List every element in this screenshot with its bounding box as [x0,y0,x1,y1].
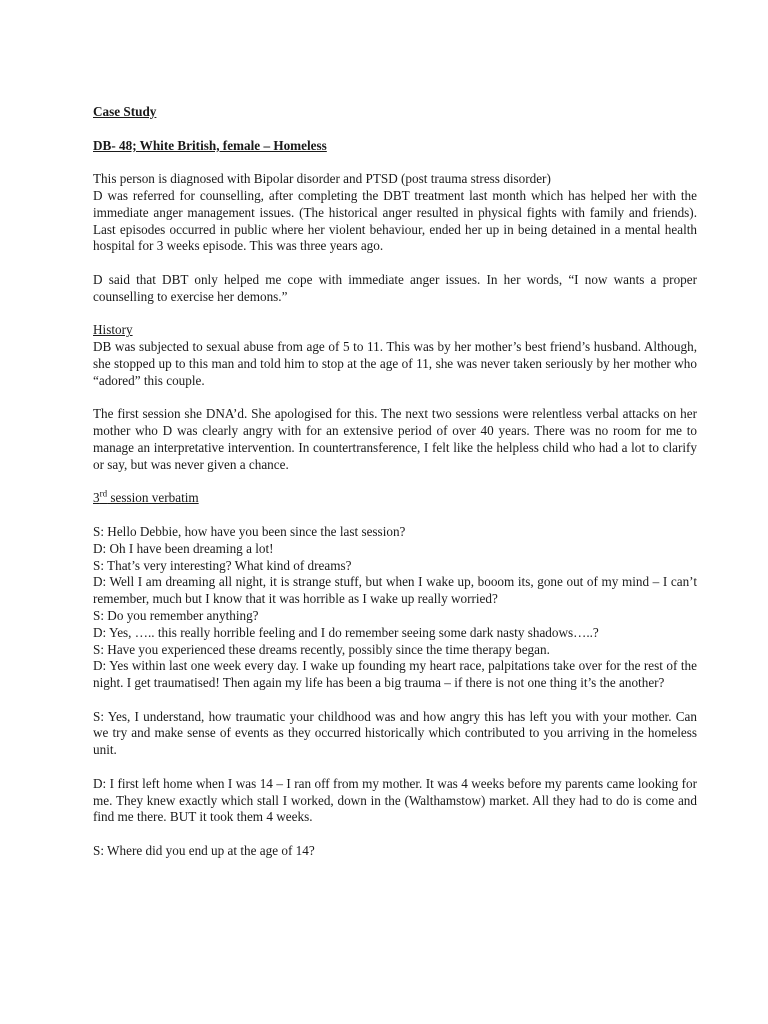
verbatim-heading [93,490,697,507]
spacer [93,255,697,272]
spacer [93,306,697,323]
spacer [93,692,697,709]
referral-paragraph: D was referred for counselling, after completing the DBT treatment last month which has helped her with the immediate anger management issues. (The historical anger resulted in physical fights with family and friends). Last episodes occurred in public where her violent behaviour, ended her up in being detained in a mental health hospital for 3 weeks episode. This was three years ago. [93,187,697,254]
spacer [93,154,697,171]
diagnosis-line: This person is diagnosed with Bipolar disorder and PTSD (post trauma stress disorder) [93,171,551,187]
subject-line: DB- 48; White British, female – Homeless [93,137,327,153]
spacer [93,390,697,407]
dialogue-line: D: Oh I have been dreaming a lot! [93,540,274,556]
dialogue-line: S: Have you experienced these dreams recently, possibly since the time therapy began. [93,641,550,657]
dialogue-block [93,524,697,692]
dialogue-line: D: Yes within last one week every day. I wake up founding my heart race, palpitations take over for the rest of the night. I get traumatised! Then again my life has been a big trauma – if there is not one thing it’s the another? [93,658,697,691]
dialogue-line: D: Well I am dreaming all night, it is strange stuff, but when I wake up, booom its, gone out of my mind – I can’t remember, much but I know that it was horrible as I wake up really worried? [93,574,697,607]
verbatim-heading-ordinal: rd [99,488,108,499]
spacer [93,121,697,138]
dialogue-line: S: Do you remember anything? [93,607,259,623]
verbatim-heading-text: session verbatim [107,490,199,506]
spacer [93,507,697,524]
history-heading: History [93,322,133,338]
spacer [93,474,697,491]
document-title: Case Study [93,104,157,119]
response-paragraph: S: Where did you end up at the age of 14? [93,843,315,859]
response-paragraph: S: Yes, I understand, how traumatic your childhood was and how angry this has left you with your mother. Can we try and make sense of events as they occurred historically which contributed to you arriving in the homeless unit. [93,708,697,758]
spacer [93,826,697,843]
sessions-paragraph: The first session she DNA’d. She apologised for this. The next two sessions were relentless verbal attacks on her mother who D was clearly angry with for an extensive period of over 40 years. There was no room for me to manage an interpretative intervention. In countertransference, I felt like the helpless child who had a lot to clarify or say, but was never given a chance. [93,406,697,472]
verbatim-heading-number: 3 [93,490,100,506]
document-page [93,104,697,860]
dialogue-line: D: Yes, ….. this really horrible feeling and I do remember seeing some dark nasty shadows…..? [93,624,599,640]
spacer [93,759,697,776]
response-paragraph: D: I first left home when I was 14 – I ran off from my mother. It was 4 weeks before my parents came looking for me. They knew exactly which stall I worked, down in the (Walthamstow) market. All they had to do is come and find me there. BUT it took them 4 weeks. [93,775,697,825]
dialogue-line: S: That’s very interesting? What kind of dreams? [93,557,352,573]
dbt-quote-paragraph: D said that DBT only helped me cope with immediate anger issues. In her words, “I now wants a proper counselling to exercise her demons.” [93,271,697,304]
dialogue-line: S: Hello Debbie, how have you been since the last session? [93,523,406,539]
history-paragraph: DB was subjected to sexual abuse from age of 5 to 11. This was by her mother’s best friend’s husband. Although, she stopped up to this man and told him to stop at the age of 11, she was never taken seriously by her mother who “adored” this couple. [93,339,697,388]
